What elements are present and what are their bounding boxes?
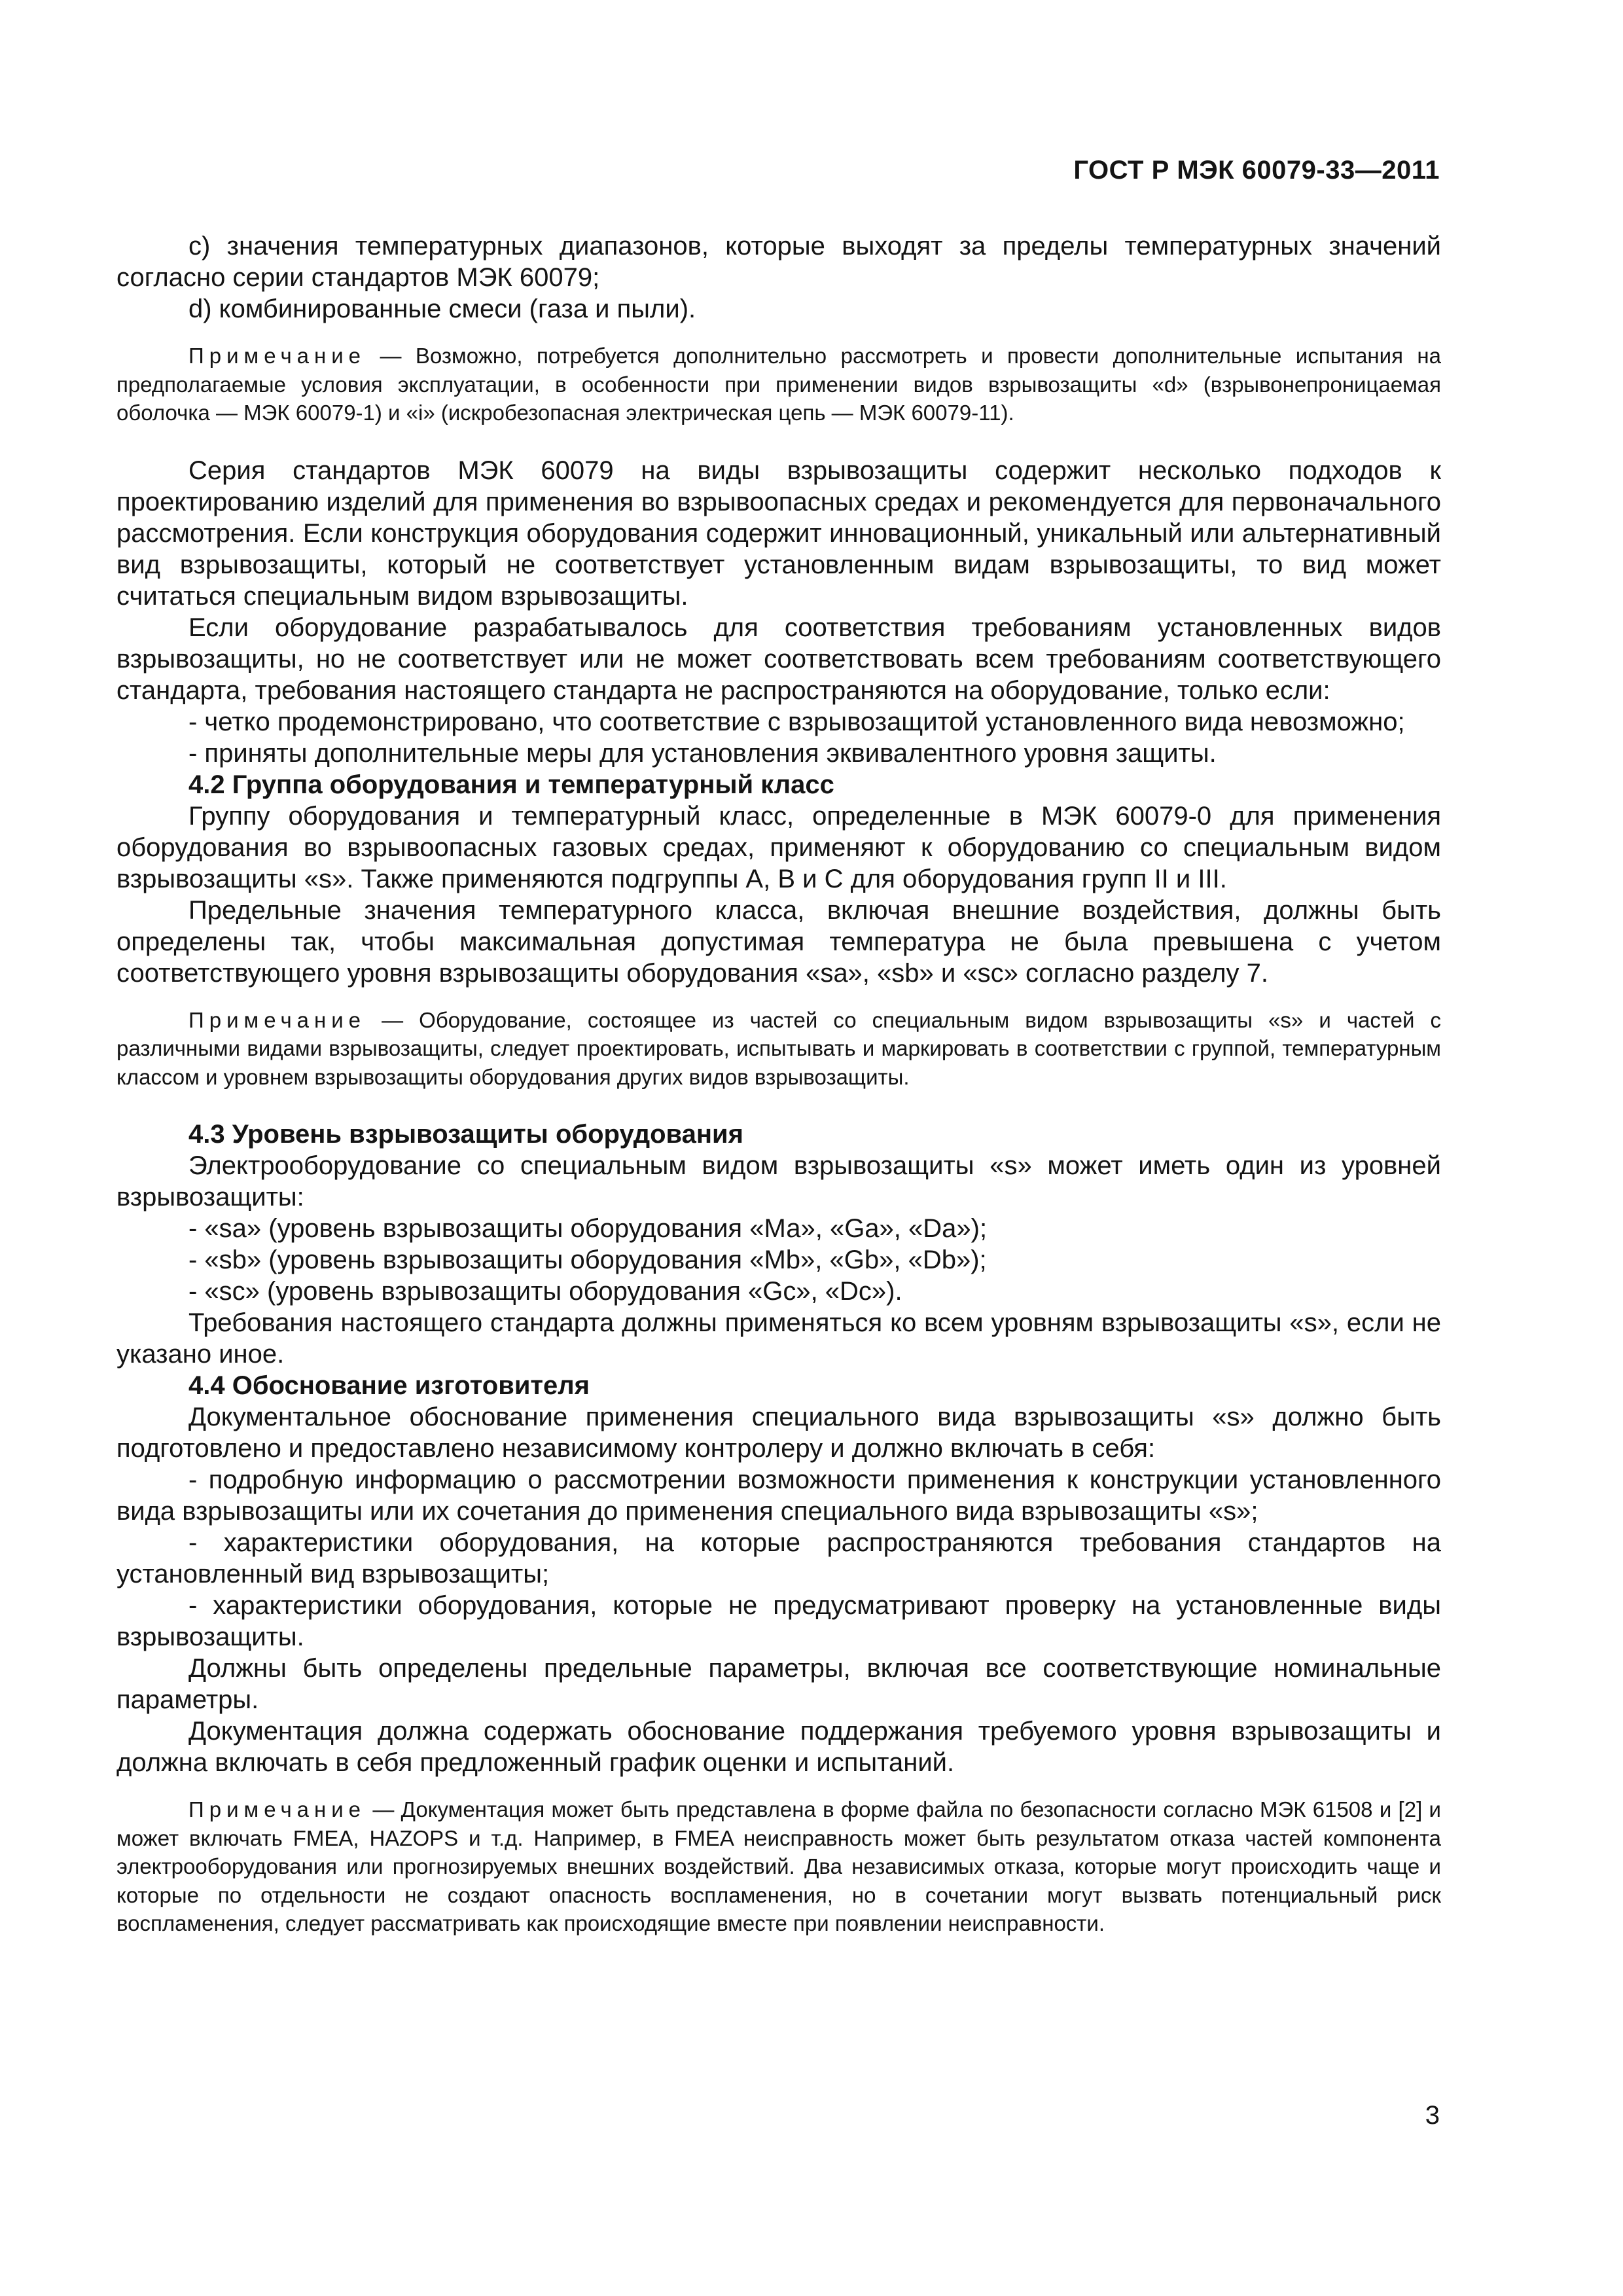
bullet-item: - характеристики оборудования, которые не предусматривают проверку на установленные виды взрывозащиты. xyxy=(116,1591,1441,1651)
note-2 xyxy=(116,1006,1441,1092)
paragraph: Предельные значения температурного класса, включая внешние воздействия, должны быть определены так, чтобы максимальная допустимая температура не была превышена с учетом соответствующего уровня взрывозащиты оборудования «sa», «sb» и «sc» согласно разделу 7. xyxy=(116,895,1441,988)
bullet-item: - приняты дополнительные меры для установления эквивалентного уровня защиты. xyxy=(188,738,1217,768)
page-number: 3 xyxy=(1425,2101,1440,2130)
bullet-item: - «sc» (уровень взрывозащиты оборудования «Gc», «Dc»). xyxy=(188,1277,902,1306)
paragraph-conditions: Если оборудование разрабатывалось для соответствия требованиям установленных видов взрывозащиты, но не соответствует или не может соответствовать всем требованиям соответствующего стандарта, требования настоящего стандарта не распространяются на оборудование, только если: xyxy=(116,613,1441,705)
note-3 xyxy=(116,1795,1441,1938)
bullet-item: - «sb» (уровень взрывозащиты оборудования «Mb», «Gb», «Db»); xyxy=(188,1246,987,1274)
paragraph: Требования настоящего стандарта должны применяться ко всем уровням взрывозащиты «s», если не указано иное. xyxy=(116,1308,1441,1369)
bullet-item: - характеристики оборудования, на которые распространяются требования стандартов на установленный вид взрывозащиты; xyxy=(116,1528,1441,1588)
page-content xyxy=(116,230,1441,1938)
section-heading-4-3: 4.3 Уровень взрывозащиты оборудования xyxy=(188,1120,743,1149)
paragraph: Документация должна содержать обоснование поддержания требуемого уровня взрывозащиты и должна включать в себя предложенный график оценки и испытаний. xyxy=(116,1717,1441,1777)
paragraph-series: Серия стандартов МЭК 60079 на виды взрывозащиты содержит несколько подходов к проектированию изделий для применения во взрывоопасных средах и рекомендуется для первоначального рассмотрения. Если конструкция оборудования содержит инновационный, уникальный или альтернативный вид взрывозащиты, который не соответствует установленным видам взрывозащиты, то вид может считаться специальным видом взрывозащиты. xyxy=(116,456,1441,611)
bullet-item: - «sa» (уровень взрывозащиты оборудования «Ма», «Ga», «Da»); xyxy=(188,1214,988,1243)
list-item-c: с) значения температурных диапазонов, которые выходят за пределы температурных значений согласно серии стандартов МЭК 60079; xyxy=(116,232,1441,292)
paragraph: Группу оборудования и температурный класс, определенные в МЭК 60079-0 для применения оборудования во взрывоопасных газовых средах, применяют к оборудованию со специальным видом взрывозащиты «s». Также применяются подгруппы А, В и С для оборудования групп II и III. xyxy=(116,801,1441,893)
section-heading-4-2: 4.2 Группа оборудования и температурный класс xyxy=(188,770,834,799)
note-label: Примечание xyxy=(188,1797,366,1821)
note-1 xyxy=(116,342,1441,427)
list-item-d: d) комбинированные смеси (газа и пыли). xyxy=(188,295,696,323)
paragraph: Документальное обоснование применения специального вида взрывозащиты «s» должно быть подготовлено и предоставлено независимому контролеру и должно включать в себя: xyxy=(116,1403,1441,1463)
note-text: — Оборудование, состоящее из частей со специальным видом взрывозащиты «s» и частей с различными видами взрывозащиты, следует проектировать, испытывать и маркировать в соответствии с группой, температурным классом и уровнем взрывозащиты оборудования других видов взрывозащиты. xyxy=(116,1007,1441,1089)
note-text: — Возможно, потребуется дополнительно рассмотреть и провести дополнительные испытания на предполагаемые условия эксплуатации, в особенности при применении видов взрывозащиты «d» (взрывонепроницаемая оболочка — МЭК 60079-1) и «i» (искробезопасная электрическая цепь — МЭК 60079-11). xyxy=(116,344,1441,425)
standard-header: ГОСТ Р МЭК 60079-33—2011 xyxy=(1073,156,1440,185)
bullet-item: - подробную информацию о рассмотрении возможности применения к конструкции установленного вида взрывозащиты или их сочетания до применения специального вида взрывозащиты «s»; xyxy=(116,1465,1441,1526)
section-heading-4-4: 4.4 Обоснование изготовителя xyxy=(188,1371,590,1400)
paragraph: Должны быть определены предельные параметры, включая все соответствующие номинальные параметры. xyxy=(116,1654,1441,1714)
paragraph: Электрооборудование со специальным видом взрывозащиты «s» может иметь один из уровней взрывозащиты: xyxy=(116,1151,1441,1211)
note-text: — Документация может быть представлена в форме файла по безопасности согласно МЭК 61508 и [2] и может включать FMEA, HAZOPS и т.д. Например, в FMEA неисправность может быть результатом отказа частей компонента электрооборудования или прогнозируемых внешних воздействий. Два независимых отказа, которые могут происходить чаще и которые по отдельности не создают опасность воспламенения, но в сочетании могут вызвать потенциальный риск воспламенения, следует рассматривать как происходящие вместе при появлении неисправности. xyxy=(116,1797,1441,1935)
note-label: Примечание xyxy=(188,344,366,368)
note-label: Примечание xyxy=(188,1007,366,1032)
bullet-item: - четко продемонстрировано, что соответствие с взрывозащитой установленного вида невозможно; xyxy=(188,707,1405,736)
